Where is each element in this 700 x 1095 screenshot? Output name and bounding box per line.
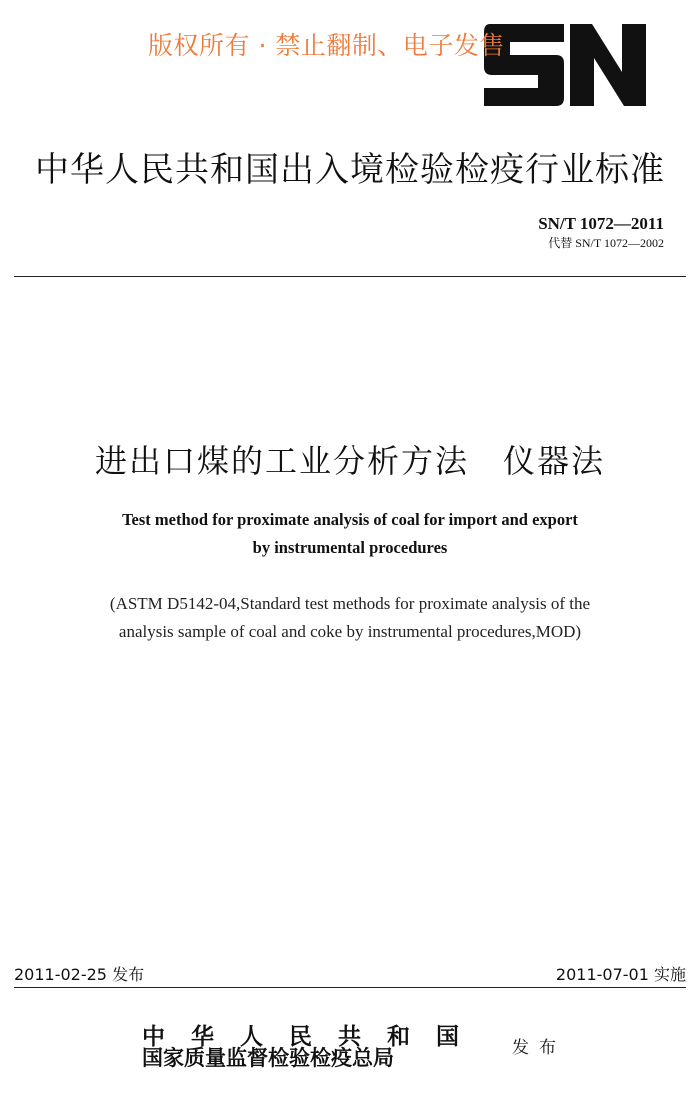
issuer-agency: 国家质量监督检验检疫总局 bbox=[142, 1045, 394, 1070]
reference-line: analysis sample of coal and coke by instrumental procedures,MOD) bbox=[118, 622, 582, 641]
document-title-cn: 进出口煤的工业分析方法 仪器法 bbox=[94, 442, 605, 480]
issuer-action: 发布 bbox=[512, 1038, 566, 1058]
issue-date: 2011-02-25 发布 bbox=[14, 965, 145, 984]
top-divider bbox=[14, 276, 686, 277]
copyright-watermark: 版权所有 · 禁止翻制、电子发售 bbox=[148, 31, 505, 60]
standard-number: SN/T 1072—2011 bbox=[538, 214, 664, 233]
industry-standard-title: 中华人民共和国出入境检验检疫行业标准 bbox=[35, 150, 665, 190]
issuer-country: 中华人民共和国 bbox=[142, 1023, 485, 1050]
reference-standard bbox=[0, 590, 700, 646]
document-title-en bbox=[0, 506, 700, 562]
title-en-line: by instrumental procedures bbox=[252, 538, 448, 557]
implementation-date: 2011-07-01 实施 bbox=[555, 965, 686, 984]
replaces-standard: 代替 SN/T 1072—2002 bbox=[548, 236, 664, 250]
sn-logo-icon bbox=[484, 24, 646, 106]
bottom-divider bbox=[14, 987, 686, 988]
reference-line: (ASTM D5142-04,Standard test methods for proximate analysis of the bbox=[109, 594, 591, 613]
title-en-line: Test method for proximate analysis of coal for import and export bbox=[122, 510, 578, 529]
sn-logo bbox=[484, 24, 646, 106]
